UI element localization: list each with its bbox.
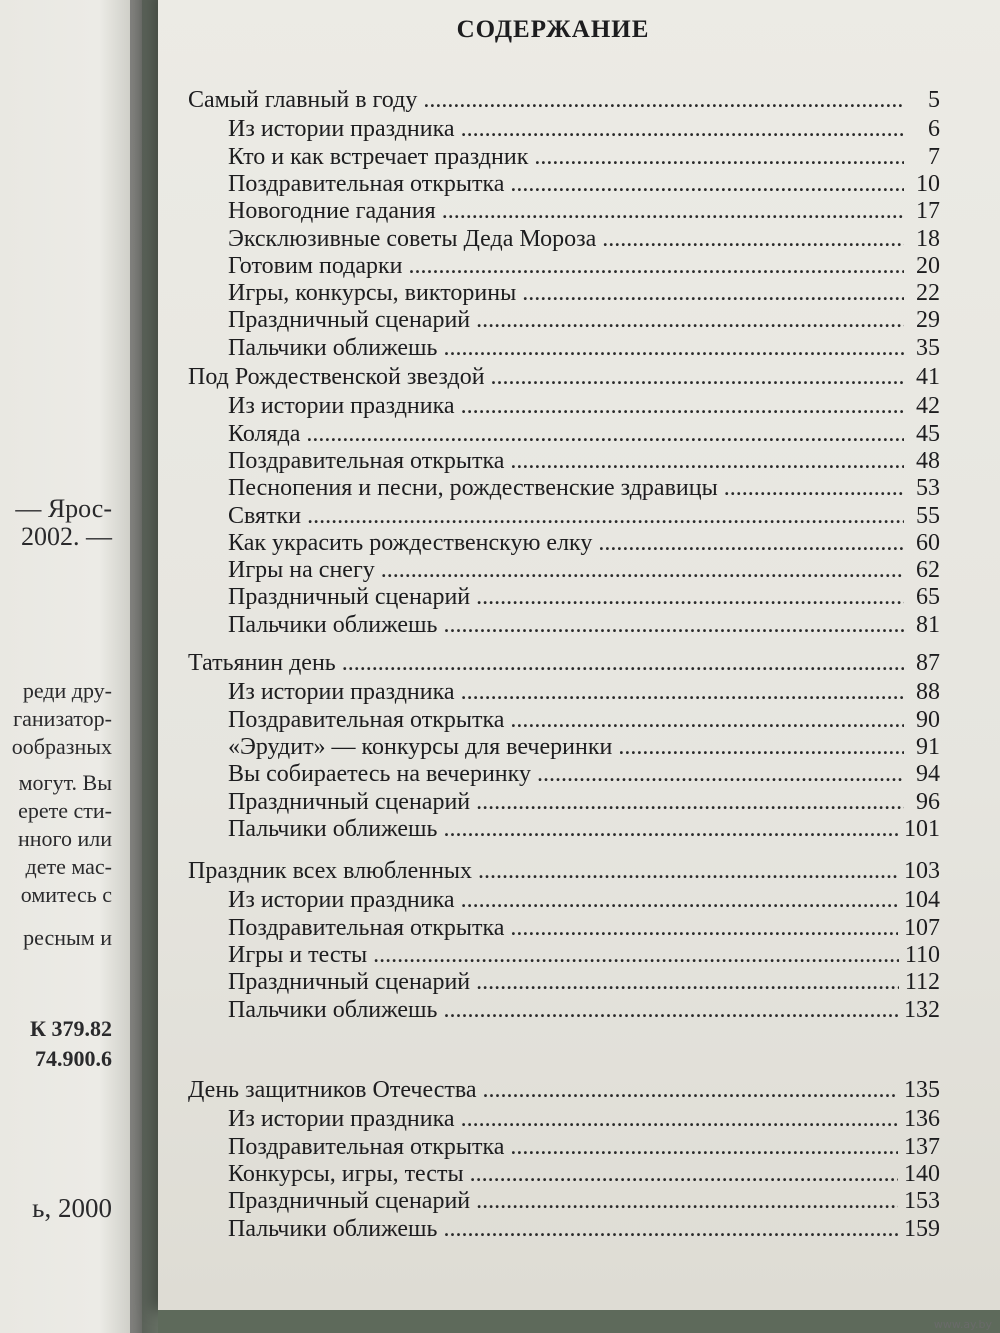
previous-page-line: ь, 2000: [32, 1193, 112, 1223]
toc-item-page-number: 159: [904, 1215, 940, 1242]
dot-leader: [443, 815, 898, 843]
toc-item-page-number: 55: [916, 502, 940, 529]
toc-item-page-number: 104: [904, 887, 940, 914]
dot-leader: [461, 1105, 898, 1133]
toc-item-page-number: 35: [916, 334, 940, 361]
toc-item: [228, 678, 940, 706]
toc-item-title: Поздравительная открытка: [228, 914, 505, 941]
toc-item: [228, 886, 940, 914]
toc-item-page-number: 53: [916, 475, 940, 502]
toc-item: [228, 334, 940, 362]
dot-leader: [442, 197, 904, 225]
dot-leader: [461, 392, 904, 420]
previous-page-line: ерете сти-: [18, 798, 112, 823]
dot-leader: [491, 363, 904, 391]
toc-item-page-number: 22: [916, 280, 940, 307]
previous-page-line: реди дру-: [22, 678, 112, 703]
dot-leader: [306, 420, 904, 448]
toc-item-title: Из истории праздника: [228, 393, 455, 420]
toc-item: [228, 996, 940, 1024]
toc-item-title: «Эрудит» — конкурсы для вечеринки: [228, 733, 613, 760]
toc-item-page-number: 137: [904, 1133, 940, 1160]
toc-item-title: Поздравительная открытка: [228, 706, 505, 733]
dot-leader: [443, 611, 904, 639]
toc-item: [228, 788, 940, 816]
toc-section: [188, 649, 940, 677]
previous-page-line: К 379.82: [30, 1016, 112, 1041]
toc-item-title: Праздничный сценарий: [228, 788, 471, 815]
toc-section-title: Татьянин день: [188, 650, 336, 676]
toc-item: [228, 815, 940, 843]
toc-item-title: Из истории праздника: [228, 1106, 455, 1133]
toc-item-page-number: 140: [904, 1160, 940, 1187]
toc-item: [228, 474, 940, 502]
toc-item: [228, 306, 940, 334]
dot-leader: [342, 649, 904, 677]
toc-item-page-number: 91: [916, 733, 940, 760]
toc-item: [228, 1215, 940, 1243]
dot-leader: [307, 502, 904, 530]
toc-section-page-number: 41: [916, 364, 940, 390]
toc-section: [188, 363, 940, 391]
toc-item-page-number: 29: [916, 307, 940, 334]
dot-leader: [373, 941, 899, 969]
toc-item-page-number: 60: [916, 529, 940, 556]
toc-item: [228, 115, 940, 143]
toc-item: [228, 706, 940, 734]
dot-leader: [510, 914, 898, 942]
toc-item-title: Пальчики оближешь: [228, 611, 438, 638]
toc-section-page-number: 103: [904, 858, 940, 884]
previous-page: [0, 0, 142, 1333]
toc-section: [188, 857, 940, 885]
dot-leader: [443, 334, 904, 362]
dot-leader: [483, 1076, 898, 1104]
toc-section-page-number: 87: [916, 650, 940, 676]
previous-page-line: — Ярос-: [15, 494, 112, 523]
dot-leader: [470, 1160, 898, 1188]
toc-item-page-number: 10: [916, 170, 940, 197]
toc-item: [228, 733, 940, 761]
toc-section-title: Под Рождественской звездой: [188, 364, 485, 390]
toc-item-title: Праздничный сценарий: [228, 307, 471, 334]
toc-item-page-number: 48: [916, 447, 940, 474]
toc-item-page-number: 90: [916, 706, 940, 733]
previous-page-line: нного или: [17, 826, 112, 851]
toc-item-page-number: 101: [904, 815, 940, 842]
toc-item-page-number: 6: [928, 116, 940, 143]
toc-item-title: Поздравительная открытка: [228, 447, 505, 474]
dot-leader: [598, 529, 904, 557]
toc-item-title: Как украсить рождественскую елку: [228, 529, 593, 556]
toc-item-page-number: 62: [916, 557, 940, 584]
toc-item: [228, 556, 940, 584]
toc-item: [228, 502, 940, 530]
toc-item-title: Святки: [228, 502, 302, 529]
toc-item-page-number: 107: [904, 914, 940, 941]
toc-item-page-number: 132: [904, 996, 940, 1023]
toc-item-page-number: 94: [916, 761, 940, 788]
toc-item: [228, 1187, 940, 1215]
toc-item-title: Пальчики оближешь: [228, 996, 438, 1023]
dot-leader: [510, 447, 904, 475]
toc-section: [188, 1076, 940, 1104]
toc-item-title: Конкурсы, игры, тесты: [228, 1160, 464, 1187]
dot-leader: [478, 857, 898, 885]
toc-item-title: Эксклюзивные советы Деда Мороза: [228, 225, 597, 252]
dot-leader: [537, 760, 904, 788]
toc-section-title: Праздник всех влюбленных: [188, 858, 473, 884]
toc-item: [228, 279, 940, 307]
toc-item-title: Кто и как встречает праздник: [228, 143, 529, 170]
toc-item: [228, 914, 940, 942]
dot-leader: [409, 252, 904, 280]
toc-item-page-number: 112: [904, 969, 940, 996]
dot-leader: [476, 306, 904, 334]
contents-page: [158, 0, 1000, 1310]
dot-leader: [461, 886, 898, 914]
toc-item-page-number: 136: [904, 1106, 940, 1133]
toc-item-page-number: 88: [916, 679, 940, 706]
previous-page-line: ообразных: [11, 734, 112, 759]
previous-page-line: дете мас-: [25, 854, 112, 879]
previous-page-line: омитесь с: [20, 882, 112, 907]
toc-section-page-number: 135: [904, 1077, 940, 1103]
toc-item: [228, 447, 940, 475]
toc-item: [228, 420, 940, 448]
dot-leader: [510, 1133, 898, 1161]
dot-leader: [461, 115, 904, 143]
dot-leader: [522, 279, 904, 307]
toc-item-title: Пальчики оближешь: [228, 815, 438, 842]
toc-item-title: Игры, конкурсы, викторины: [228, 280, 517, 307]
dot-leader: [461, 678, 904, 706]
toc-item-page-number: 18: [916, 225, 940, 252]
toc-item-page-number: 110: [904, 941, 940, 968]
toc-item-title: Пальчики оближешь: [228, 1215, 438, 1242]
toc-item-title: Вы собираетесь на вечеринку: [228, 761, 531, 788]
toc-item-page-number: 65: [916, 584, 940, 611]
toc-item-page-number: 42: [916, 393, 940, 420]
toc-item-title: Игры на снегу: [228, 557, 375, 584]
dot-leader: [476, 1187, 898, 1215]
toc-item-title: Игры и тесты: [228, 941, 368, 968]
toc-item: [228, 225, 940, 253]
toc-item-page-number: 20: [916, 252, 940, 279]
toc-item: [228, 583, 940, 611]
dot-leader: [602, 225, 904, 253]
toc-item: [228, 611, 940, 639]
toc-item-page-number: 45: [916, 420, 940, 447]
dot-leader: [724, 474, 904, 502]
previous-page-line: 74.900.6: [35, 1046, 112, 1071]
dot-leader: [381, 556, 904, 584]
toc-item-title: Праздничный сценарий: [228, 969, 471, 996]
dot-leader: [476, 788, 904, 816]
toc-item-title: Новогодние гадания: [228, 198, 436, 225]
toc-item-title: Песнопения и песни, рождественские здравицы: [228, 475, 718, 502]
toc-item-title: Праздничный сценарий: [228, 584, 471, 611]
toc-item: [228, 170, 940, 198]
toc-section-title: Самый главный в году: [188, 87, 418, 113]
toc-item: [228, 197, 940, 225]
toc-item-title: Поздравительная открытка: [228, 170, 505, 197]
previous-page-line: ганизатор-: [13, 706, 112, 731]
dot-leader: [476, 968, 899, 996]
toc-item: [228, 968, 940, 996]
toc-item-page-number: 96: [916, 788, 940, 815]
toc-item: [228, 252, 940, 280]
toc-item: [228, 143, 940, 171]
toc-item-title: Праздничный сценарий: [228, 1188, 471, 1215]
toc-item-title: Из истории праздника: [228, 116, 455, 143]
toc-item-title: Поздравительная открытка: [228, 1133, 505, 1160]
dot-leader: [510, 706, 904, 734]
previous-page-line: 2002. —: [21, 522, 112, 551]
toc-section-title: День защитников Отечества: [188, 1077, 477, 1103]
dot-leader: [510, 170, 904, 198]
toc-title: СОДЕРЖАНИЕ: [456, 16, 650, 43]
dot-leader: [534, 143, 904, 171]
toc-section: [188, 86, 940, 114]
toc-item: [228, 941, 940, 969]
previous-page-line: ресным и: [23, 925, 112, 950]
toc-item-page-number: 153: [904, 1188, 940, 1215]
background-surface: [158, 1310, 1000, 1333]
toc-item: [228, 1105, 940, 1133]
toc-item: [228, 529, 940, 557]
toc-item-title: Пальчики оближешь: [228, 334, 438, 361]
previous-page-line: могут. Вы: [18, 770, 112, 795]
toc-item: [228, 392, 940, 420]
dot-leader: [476, 583, 904, 611]
toc-item: [228, 760, 940, 788]
toc-item-title: Из истории праздника: [228, 679, 455, 706]
dot-leader: [618, 733, 904, 761]
dot-leader: [443, 1215, 898, 1243]
dot-leader: [443, 996, 898, 1024]
toc-item-title: Готовим подарки: [228, 252, 403, 279]
toc-item-title: Из истории праздника: [228, 887, 455, 914]
dot-leader: [423, 86, 904, 114]
toc-item-page-number: 17: [916, 198, 940, 225]
toc-item: [228, 1160, 940, 1188]
toc-section-page-number: 5: [928, 87, 940, 113]
toc-item-title: Коляда: [228, 420, 301, 447]
toc-item-page-number: 7: [928, 143, 940, 170]
toc-item: [228, 1133, 940, 1161]
toc-item-page-number: 81: [916, 611, 940, 638]
watermark: www.ay.by: [933, 1318, 992, 1331]
